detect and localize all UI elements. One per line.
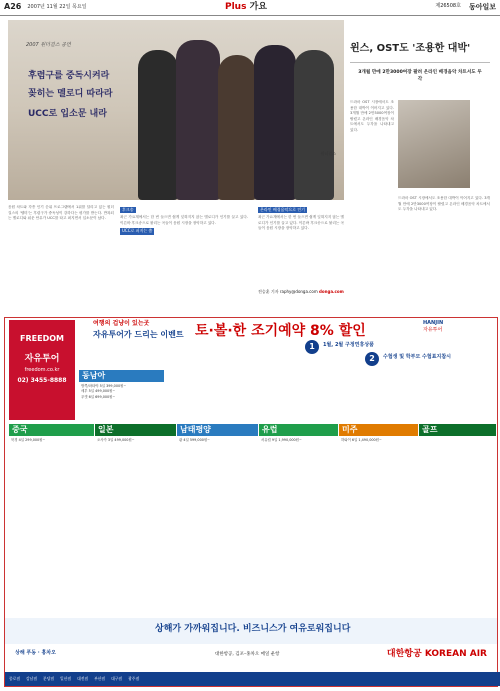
event-tagline: 여행의 겁냥이 있는곳 [93,320,150,327]
body-text: 최근 가요계에서는 한 번 들으면 쉽게 잊혀지지 않는 멜로디가 인기를 끌고 있다. 이른바 후크송으로 불리는 곡들이 음원 시장을 장악하고 있다. [120,215,248,225]
body-column-right [350,100,394,310]
travel-advertisement [4,317,498,687]
item: 북경 4일 299,000원~ [11,438,46,442]
branch: 부산점 [94,676,106,682]
body-column-mid [120,205,248,311]
page-number: A26 [4,2,22,12]
item: 괌 4일 599,000원~ [179,438,211,442]
article-headline: 윈스, OST도 '조용한 대박' [350,42,490,63]
item: 푸켓 6일 699,000원~ [81,394,116,399]
partner-logo [423,320,493,360]
item: 방콕/파타야 5일 399,000원~ [81,384,127,388]
region-list [11,438,91,443]
branch-footer [5,672,500,686]
issue-date: 2007년 11월 22일 목요일 [27,4,87,11]
brand-url: freedom.co.kr [24,366,60,373]
region-list [97,438,173,443]
region-europe: 유럽 [259,424,338,436]
airline-name-kr: 대한항공 [386,649,422,659]
region-list [179,438,255,443]
promo-badge-2: 2 [365,352,379,366]
article-subhead: 3개월 만에 2만3000여장 팔려 온라인 배경음악 차트서도 두각 [358,70,482,82]
body-text: 음원 차트와 각종 인기 순위 프로그램에서 1위를 달리고 있는 원더걸스의 '텔미'는 후렴구가 중독성이 강하다는 평가를 받는다. 반복되는 멜로디와 쉬운 안무가 UCC를 타고 퍼지면서 입소문이 났다. [8,205,114,221]
body-text: 드라마 OST 시장에서도 조용한 대박이 이어지고 있다. 3개월 만에 2만3000여장이 팔렸고 온라인 배경음악 차트에서도 두각을 나타내고 있다. [398,196,490,212]
body-column-c [258,205,344,287]
caption-line-3: UCC로 입소문 내라 [28,109,107,119]
page-header [0,0,500,16]
singer-photo [398,100,470,188]
promo-badge-1: 1 [305,340,319,354]
member-figure [176,40,220,200]
inset-label: 후크송 [122,207,134,212]
body-column-left [8,205,114,311]
item: 서유럽 9일 1,990,000원~ [261,438,302,442]
brand-phone: 02) 3455-8888 [17,376,67,384]
byline-url: donga.com [319,289,344,294]
photo-credit: 원더걸스 [320,150,336,156]
section-plus: Plus [225,2,247,13]
issue-number: 제26508호 [435,2,461,9]
airline-slogan: 상해가 가까워집니다. 비즈니스가 여유로워집니다 [155,624,351,634]
body-text: 최근 가요계에서는 한 번 들으면 쉽게 잊혀지지 않는 멜로디가 인기를 끌고 있다. 이른바 후크송으로 불리는 곡들이 음원 시장을 장악하고 있다. [258,215,344,231]
promo-2: 수험생 및 학부모 수험표지참시 [383,354,452,360]
branch: 종로점 [9,676,21,682]
brand-name: FREEDOM [20,334,64,343]
section-title [225,1,267,13]
masthead [435,3,496,12]
member-figure [254,45,296,200]
event-headline: 토·볼·한 조기예약 8% 할인 [195,323,366,339]
member-figure [294,50,334,200]
inset-label: 온라인 배경음악으로 인기 [260,207,306,212]
member-figure [138,50,178,200]
airline-route: 대한항공, 김포–홍차오 매일 운항 [215,652,280,657]
byline [258,289,344,294]
caption-line-1: 후렴구를 중독시켜라 [28,71,110,81]
brand-name-kr: 자유투어 [24,353,60,364]
group-photo [8,20,344,200]
region-japan: 일본 [95,424,176,436]
partner-sub: 자유투어 [423,326,443,333]
region-list [261,438,335,443]
promo-1: 1월, 2월 구정연휴상품 [323,342,374,348]
body-column-far-right [398,196,490,310]
branch: 대구점 [111,676,123,682]
airline-cities: 상해 푸동 · 홍차오 [15,650,56,656]
paper-logo: 동아일보 [468,2,496,11]
item: 하와이 6일 1,490,000원~ [341,438,382,442]
branch: 대전점 [77,676,89,682]
brand-block [9,320,75,420]
region-list [81,384,163,400]
region-golf: 골프 [419,424,496,436]
body-text: 드라마 OST 시장에서도 조용한 대박이 이어지고 있다. 3개월 만에 2만3000여장이 팔렸고 온라인 배경음악 차트에서도 두각을 나타내고 있다. [350,100,394,132]
section-name: 가요 [249,2,267,13]
inset-label: UCC로 퍼지는 춤 [122,228,153,234]
caption-line-2: 꽂히는 멜로디 따라라 [28,89,113,99]
item: 오사카 3일 499,000원~ [97,438,135,442]
region-americas: 미주 [339,424,418,436]
branch: 강남점 [26,676,38,682]
byline-text: 전승훈 기자 raphy@donga.com [258,289,318,294]
airline-name: KOREAN AIR [424,649,487,659]
branch: 일산점 [60,676,72,682]
region-south-pacific: 남태평양 [177,424,258,436]
concert-tag: 2007 원더걸스 공연 [26,42,71,48]
event-main: 자유투어가 드리는 이벤트 [93,330,184,339]
member-figure [218,55,256,200]
partner-name: HANJIN [423,320,444,326]
region-china: 중국 [9,424,94,436]
branch: 분당점 [43,676,55,682]
branch: 광주점 [128,676,140,682]
region-southeast-asia: 동남아 [79,370,164,382]
item: 세부 5일 499,000원~ [81,389,116,394]
region-list [341,438,415,443]
airline-logo [387,648,487,660]
